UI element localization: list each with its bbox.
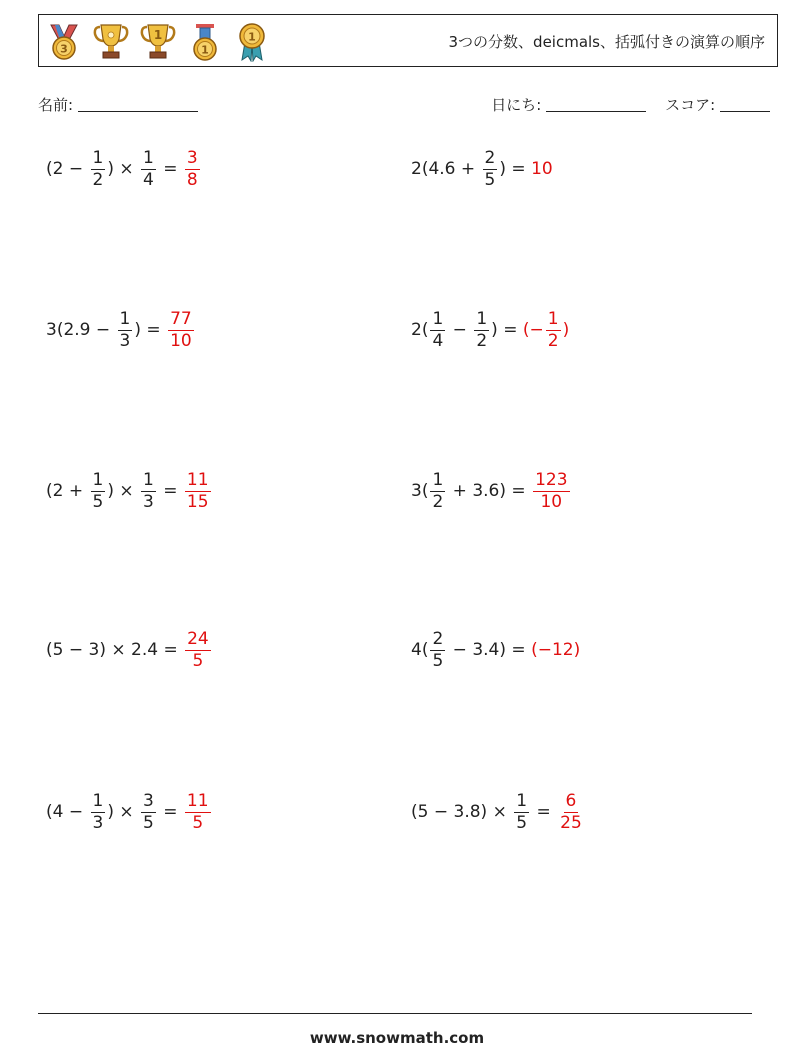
problem-9	[46, 782, 213, 842]
award-icons	[45, 22, 271, 62]
denominator: 5	[192, 812, 204, 833]
fraction	[185, 628, 211, 671]
medal-3-icon	[45, 22, 83, 62]
rosette-1-number: 1	[248, 30, 256, 44]
numerator: 3	[143, 790, 154, 811]
expression-text: 3(	[411, 481, 429, 501]
numerator: 2	[432, 628, 444, 649]
fraction	[141, 790, 156, 833]
fraction	[546, 308, 561, 351]
date-score-fields	[491, 94, 770, 115]
denominator: 8	[186, 169, 198, 190]
date-blank[interactable]	[546, 95, 646, 112]
expression-text: + 3.6) =	[447, 481, 532, 501]
fraction	[533, 469, 569, 512]
fraction	[430, 628, 445, 671]
expression-text: )	[562, 320, 570, 340]
numerator: 77	[170, 308, 192, 329]
fraction	[141, 469, 156, 512]
expression-text: ) =	[491, 320, 523, 340]
answer	[531, 640, 580, 660]
denominator: 5	[143, 812, 154, 833]
expression-text: (−12)	[531, 640, 581, 660]
expression-text: ) ×	[107, 802, 140, 822]
answer	[531, 159, 553, 179]
denominator: 25	[560, 812, 582, 833]
footer-site: www.snowmath.com	[309, 1029, 485, 1047]
denominator: 2	[92, 169, 104, 190]
worksheet-title: 3つの分数、deicmals、括弧付きの演算の順序	[448, 33, 765, 51]
expression-text: 4(	[411, 640, 429, 660]
answer	[183, 469, 213, 512]
numerator: 11	[186, 790, 209, 811]
problem-4	[411, 300, 569, 360]
numerator: 3	[186, 147, 198, 168]
denominator: 10	[170, 330, 192, 351]
fraction	[118, 308, 133, 351]
fraction	[430, 308, 445, 351]
numerator: 1	[547, 308, 559, 329]
expression-text: 2(4.6 +	[411, 159, 481, 179]
denominator: 3	[119, 330, 131, 351]
expression-text: =	[157, 481, 183, 501]
problem-6	[411, 461, 572, 521]
expression-text: (5 − 3) × 2.4 =	[46, 640, 184, 660]
problem-7	[46, 620, 213, 680]
answer	[183, 790, 213, 833]
expression-text: 2(	[411, 320, 429, 340]
fraction	[558, 790, 584, 833]
numerator: 1	[432, 469, 444, 490]
fraction	[514, 790, 529, 833]
rosette-1-icon	[233, 22, 271, 62]
answer	[522, 308, 570, 351]
denominator: 5	[432, 650, 444, 671]
medal-3-number: 3	[60, 42, 68, 56]
denominator: 2	[476, 330, 488, 351]
denominator: 5	[484, 169, 496, 190]
numerator: 1	[476, 308, 488, 329]
denominator: 5	[192, 650, 204, 671]
denominator: 5	[92, 491, 104, 512]
expression-text: (2 +	[46, 481, 89, 501]
fraction	[91, 147, 106, 190]
expression-text: ) ×	[107, 481, 140, 501]
fraction	[185, 469, 211, 512]
numerator: 1	[119, 308, 131, 329]
fraction	[185, 147, 200, 190]
numerator: 1	[92, 790, 104, 811]
expression-text: (2 −	[46, 159, 89, 179]
problem-10	[411, 782, 586, 842]
name-blank[interactable]	[78, 95, 198, 112]
numerator: 1	[92, 469, 104, 490]
numerator: 123	[535, 469, 568, 490]
problem-1	[46, 139, 202, 199]
problem-2	[411, 139, 553, 199]
numerator: 2	[484, 147, 496, 168]
header-box	[38, 14, 778, 67]
denominator: 3	[143, 491, 154, 512]
name-label: 名前:	[38, 96, 74, 114]
problem-3	[46, 300, 196, 360]
answer	[166, 308, 196, 351]
expression-text: =	[157, 802, 183, 822]
numerator: 1	[516, 790, 528, 811]
expression-text: (5 − 3.8) ×	[411, 802, 513, 822]
trophy-1-icon	[139, 22, 177, 62]
numerator: 1	[92, 147, 104, 168]
fraction	[430, 469, 445, 512]
denominator: 4	[143, 169, 154, 190]
expression-text: =	[157, 159, 183, 179]
denominator: 2	[432, 491, 444, 512]
numerator: 1	[432, 308, 444, 329]
footer-divider	[38, 1013, 752, 1014]
expression-text: 3(2.9 −	[46, 320, 116, 340]
denominator: 3	[92, 812, 104, 833]
expression-text: (4 −	[46, 802, 89, 822]
expression-text: =	[531, 802, 557, 822]
denominator: 10	[540, 491, 563, 512]
date-label: 日にち:	[491, 96, 542, 114]
fraction	[474, 308, 489, 351]
numerator: 11	[186, 469, 209, 490]
answer	[556, 790, 586, 833]
score-blank[interactable]	[720, 95, 770, 112]
denominator: 2	[547, 330, 559, 351]
answer	[531, 469, 571, 512]
denominator: 15	[186, 491, 209, 512]
numerator: 6	[565, 790, 577, 811]
answer	[183, 147, 202, 190]
fraction	[91, 790, 106, 833]
medal-1-icon	[186, 22, 224, 62]
expression-text: ) ×	[107, 159, 140, 179]
expression-text: ) =	[134, 320, 167, 340]
medal-1-number: 1	[201, 43, 209, 57]
fraction	[483, 147, 498, 190]
trophy-1-number: 1	[153, 28, 163, 42]
trophy-icon	[92, 22, 130, 62]
denominator: 4	[432, 330, 444, 351]
expression-text: ) =	[499, 159, 532, 179]
expression-text: − 3.4) =	[447, 640, 532, 660]
numerator: 1	[143, 469, 154, 490]
name-field	[38, 94, 198, 115]
score-label: スコア:	[665, 96, 716, 114]
fraction	[185, 790, 211, 833]
answer	[183, 628, 213, 671]
expression-text: −	[447, 320, 473, 340]
numerator: 24	[187, 628, 209, 649]
fraction	[141, 147, 156, 190]
problem-8	[411, 620, 580, 680]
fraction	[168, 308, 194, 351]
denominator: 5	[516, 812, 528, 833]
problem-5	[46, 461, 213, 521]
numerator: 1	[143, 147, 154, 168]
expression-text: (−	[522, 320, 544, 340]
expression-text: 10	[531, 159, 553, 179]
fraction	[91, 469, 106, 512]
